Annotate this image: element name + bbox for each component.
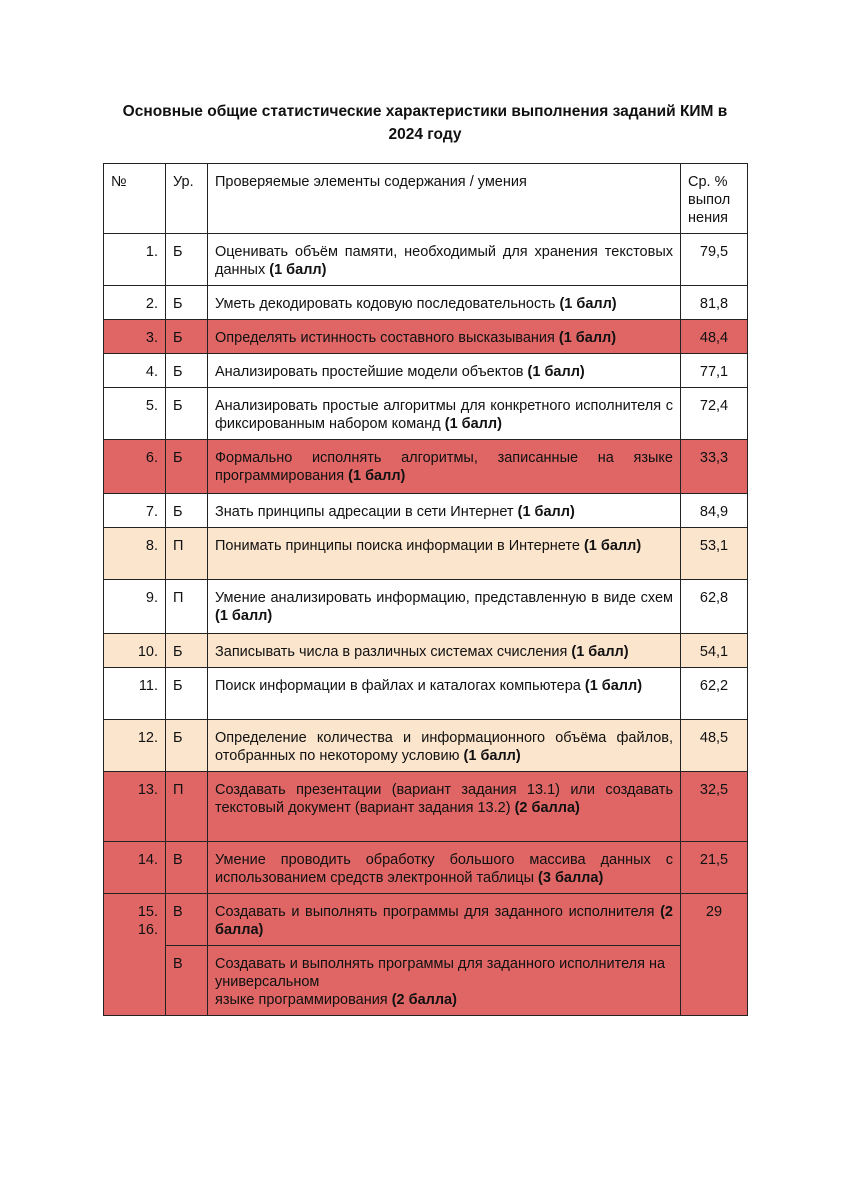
- avg-percent: 33,3: [681, 440, 748, 494]
- desc-text: Знать принципы адресации в сети Интернет: [215, 504, 514, 520]
- points-label: (2 балла): [391, 992, 457, 1008]
- title-line-2: 2024 году: [388, 126, 462, 143]
- task-description: [208, 580, 681, 634]
- task-number: 1.: [104, 234, 166, 286]
- table-row: [104, 286, 748, 320]
- table-row: [104, 234, 748, 286]
- task-number: 4.: [104, 354, 166, 388]
- statistics-table: [103, 163, 748, 1016]
- points-label: (1 балл): [558, 330, 617, 346]
- task-number: 9.: [104, 580, 166, 634]
- task-number: 14.: [104, 842, 166, 894]
- task-description: [208, 234, 681, 286]
- table-row: [104, 580, 748, 634]
- task-description: [208, 720, 681, 772]
- table-row: [104, 894, 748, 946]
- task-number: 2.: [104, 286, 166, 320]
- avg-percent: 48,5: [681, 720, 748, 772]
- avg-percent: 29: [681, 894, 748, 1016]
- avg-percent: 54,1: [681, 634, 748, 668]
- task-level: В: [166, 842, 208, 894]
- header-level: Ур.: [166, 164, 208, 234]
- task-description: [208, 772, 681, 842]
- desc-text: Анализировать простые алгоритмы для конкретного исполнителя с фиксированным набором команд: [215, 398, 673, 432]
- table-row: [104, 388, 748, 440]
- task-number: 11.: [104, 668, 166, 720]
- desc-text: Создавать и выполнять программы для заданного исполнителя: [215, 904, 655, 920]
- avg-percent: 21,5: [681, 842, 748, 894]
- desc-text: Определять истинность составного высказывания: [215, 330, 555, 346]
- points-label: (1 балл): [348, 468, 406, 484]
- desc-text: Создавать и выполнять программы для заданного исполнителя на универсальном языке программирования: [215, 956, 666, 1008]
- task-level: Б: [166, 634, 208, 668]
- avg-percent: 72,4: [681, 388, 748, 440]
- header-desc: Проверяемые элементы содержания / умения: [208, 164, 681, 234]
- task-level: Б: [166, 720, 208, 772]
- task-description: [208, 440, 681, 494]
- task-number: 10.: [104, 634, 166, 668]
- task-number: 5.: [104, 388, 166, 440]
- points-label: (1 балл): [463, 748, 521, 764]
- task-number: 7.: [104, 494, 166, 528]
- avg-percent: 62,2: [681, 668, 748, 720]
- table-row: [104, 720, 748, 772]
- task-level: П: [166, 528, 208, 580]
- table-row: [104, 772, 748, 842]
- avg-percent: 79,5: [681, 234, 748, 286]
- task-description: [208, 634, 681, 668]
- task-level: Б: [166, 494, 208, 528]
- desc-text: Создавать презентации (вариант задания 13.1) или создавать текстовый документ (вариант задания 13.2): [215, 782, 673, 816]
- points-label: (1 балл): [583, 538, 642, 554]
- points-label: (1 балл): [571, 644, 629, 660]
- task-level: Б: [166, 440, 208, 494]
- task-description: [208, 320, 681, 354]
- task-description: [208, 354, 681, 388]
- task-level: В: [166, 946, 208, 1016]
- table-row: [104, 842, 748, 894]
- avg-percent: 53,1: [681, 528, 748, 580]
- desc-text: Умение проводить обработку большого массива данных с использованием средств электронной таблицы: [215, 852, 673, 886]
- task-number: 6.: [104, 440, 166, 494]
- task-description: [208, 894, 681, 946]
- points-label: (2 балла): [215, 904, 673, 938]
- page-title: [100, 100, 750, 146]
- desc-text: Понимать принципы поиска информации в Интернете: [215, 538, 580, 554]
- avg-percent: 84,9: [681, 494, 748, 528]
- task-level: Б: [166, 388, 208, 440]
- table-row: [104, 668, 748, 720]
- task-level: Б: [166, 234, 208, 286]
- task-description: [208, 668, 681, 720]
- task-number: 13.: [104, 772, 166, 842]
- task-level: Б: [166, 668, 208, 720]
- points-label: (1 балл): [444, 416, 502, 432]
- desc-text: Формально исполнять алгоритмы, записанные на языке программирования: [215, 450, 673, 484]
- task-description: [208, 946, 681, 1016]
- task-description: [208, 528, 681, 580]
- task-level: П: [166, 580, 208, 634]
- task-level: Б: [166, 320, 208, 354]
- points-label: (2 балла): [514, 800, 580, 816]
- points-label: (3 балла): [538, 870, 604, 886]
- points-label: (1 балл): [527, 364, 585, 380]
- task-number: 8.: [104, 528, 166, 580]
- desc-text: Анализировать простейшие модели объектов: [215, 364, 524, 380]
- task-description: [208, 494, 681, 528]
- desc-text: Оценивать объём памяти, необходимый для хранения текстовых данных: [215, 244, 673, 278]
- table-row: [104, 528, 748, 580]
- task-level: Б: [166, 354, 208, 388]
- task-level: Б: [166, 286, 208, 320]
- points-label: (1 балл): [559, 296, 617, 312]
- avg-percent: 77,1: [681, 354, 748, 388]
- header-pct: Ср. % выпол нения: [681, 164, 748, 234]
- table-row: [104, 634, 748, 668]
- task-level: П: [166, 772, 208, 842]
- desc-text: Поиск информации в файлах и каталогах компьютера: [215, 678, 581, 694]
- desc-text: Умение анализировать информацию, представленную в виде схем: [215, 590, 673, 606]
- title-line-1: Основные общие статистические характеристики выполнения заданий КИМ в: [122, 103, 728, 120]
- avg-percent: 62,8: [681, 580, 748, 634]
- avg-percent: 32,5: [681, 772, 748, 842]
- desc-text: Записывать числа в различных системах счисления: [215, 644, 568, 660]
- avg-percent: 81,8: [681, 286, 748, 320]
- task-description: [208, 388, 681, 440]
- table-row: [104, 440, 748, 494]
- task-level: В: [166, 894, 208, 946]
- task-number: 12.: [104, 720, 166, 772]
- table-row: [104, 946, 748, 1016]
- header-num: №: [104, 164, 166, 234]
- table-row: [104, 354, 748, 388]
- desc-text: Уметь декодировать кодовую последовательность: [215, 296, 556, 312]
- task-description: [208, 842, 681, 894]
- table-header-row: [104, 164, 748, 234]
- points-label: (1 балл): [584, 678, 643, 694]
- table-row: [104, 320, 748, 354]
- task-number: 15. 16.: [104, 894, 166, 1016]
- table-row: [104, 494, 748, 528]
- points-label: (1 балл): [215, 608, 273, 624]
- task-number: 3.: [104, 320, 166, 354]
- task-description: [208, 286, 681, 320]
- avg-percent: 48,4: [681, 320, 748, 354]
- desc-text: Определение количества и информационного объёма файлов, отобранных по некоторому условию: [215, 730, 673, 764]
- points-label: (1 балл): [517, 504, 575, 520]
- points-label: (1 балл): [269, 262, 327, 278]
